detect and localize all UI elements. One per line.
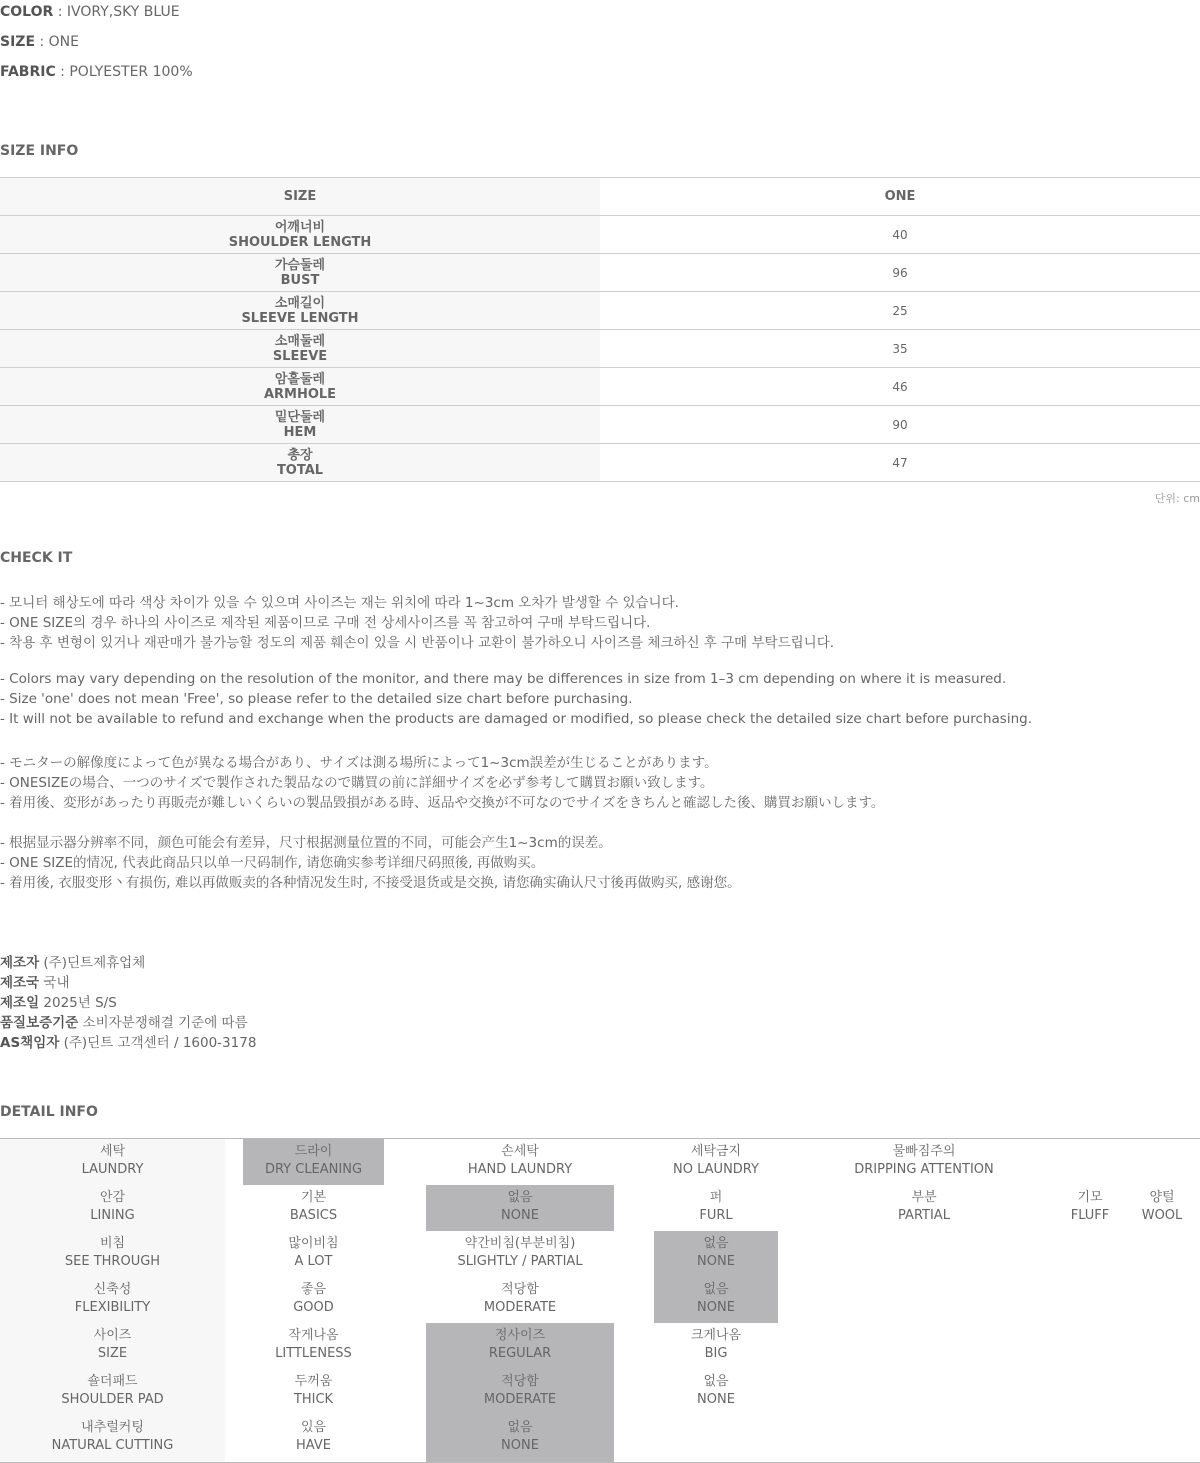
measure-label-en: TOTAL xyxy=(276,462,324,478)
detail-option-ko: 없음 xyxy=(507,1190,533,1205)
detail-option-en: WOOL xyxy=(1141,1208,1183,1223)
detail-option-en: BIG xyxy=(704,1346,728,1361)
measure-label-en: SLEEVE xyxy=(272,348,328,364)
maker-date xyxy=(0,991,117,1011)
detail-option-ko: 없음 xyxy=(507,1420,533,1435)
detail-option-ko: 있음 xyxy=(300,1420,327,1435)
detail-info-title: DETAIL INFO xyxy=(0,1104,98,1120)
detail-option xyxy=(1050,1189,1130,1225)
maker-value: (주)딘트 고객센터 / 1600-3178 xyxy=(59,1035,257,1051)
measure-value: 47 xyxy=(600,444,1200,482)
detail-category-en: FLEXIBILITY xyxy=(74,1300,151,1315)
maker-value: 국내 xyxy=(39,975,70,991)
check-line: - It will not be available to refund and exchange when the products are damaged or modified, so please check the detailed size chart before purchasing. xyxy=(0,711,1032,727)
detail-category xyxy=(0,1235,225,1271)
detail-option-selected xyxy=(654,1231,778,1277)
check-line: - 根据显示器分辨率不同，颜色可能会有差异，尺寸根据测量位置的不同，可能会产生1~3cm的误差。 xyxy=(0,835,612,851)
detail-option-en: MODERATE xyxy=(483,1300,557,1315)
detail-option xyxy=(243,1235,384,1271)
detail-option-en: THICK xyxy=(293,1392,334,1407)
detail-option xyxy=(426,1143,614,1179)
detail-option-en: NONE xyxy=(501,1438,539,1453)
detail-option-en: LITTLENESS xyxy=(275,1346,352,1361)
measure-label xyxy=(0,330,600,368)
detail-option-ko: 약간비침(부분비침) xyxy=(464,1236,576,1251)
spec-fabric-value: : POLYESTER 100% xyxy=(55,64,193,80)
detail-option-en: FURL xyxy=(699,1208,733,1223)
detail-category-ko: 세탁 xyxy=(99,1144,126,1159)
detail-option-ko: 양털 xyxy=(1149,1190,1175,1205)
detail-category-en: LINING xyxy=(90,1208,135,1223)
maker-label: 제조일 xyxy=(0,995,40,1011)
spec-fabric-label: FABRIC xyxy=(0,64,56,80)
detail-option-ko: 좋음 xyxy=(300,1282,327,1297)
detail-option xyxy=(654,1327,778,1363)
detail-option xyxy=(1132,1189,1192,1225)
maker-label: 품질보증기준 xyxy=(0,1015,79,1031)
unit-note: 단위: cm xyxy=(1154,492,1200,505)
measure-label-ko: 암홀둘레 xyxy=(274,371,326,387)
table-row xyxy=(0,254,1200,292)
detail-option-en: NONE xyxy=(501,1208,539,1223)
spec-fabric xyxy=(0,64,193,80)
detail-option-en: HAVE xyxy=(296,1438,331,1453)
check-line: - 착용 후 변형이 있거나 재판매가 불가능할 정도의 제품 훼손이 있을 시 반품이나 교환이 불가하오니 사이즈를 체크하신 후 구매 부탁드립니다. xyxy=(0,635,835,651)
measure-label-en: HEM xyxy=(283,424,317,440)
measure-label xyxy=(0,444,600,482)
detail-option-ko: 물빠짐주의 xyxy=(892,1144,956,1159)
spec-color-value: : IVORY,SKY BLUE xyxy=(53,4,180,20)
measure-label-en: SHOULDER LENGTH xyxy=(228,234,372,250)
maker-label: 제조자 xyxy=(0,955,40,971)
maker-warranty xyxy=(0,1011,248,1031)
detail-option xyxy=(243,1373,384,1409)
detail-option xyxy=(844,1143,1004,1179)
check-line: - ONE SIZE의 경우 하나의 사이즈로 제작된 제품이므로 구매 전 상세사이즈를 꼭 참고하여 구매 부탁드립니다. xyxy=(0,615,651,631)
detail-category-ko: 내추럴커팅 xyxy=(81,1420,144,1435)
detail-option-en: NONE xyxy=(697,1254,735,1269)
measure-label-ko: 총장 xyxy=(287,447,313,463)
detail-category-en: SIZE xyxy=(97,1346,128,1361)
measure-value: 25 xyxy=(600,292,1200,330)
spec-color xyxy=(0,4,180,20)
detail-category-ko: 숄더패드 xyxy=(87,1374,138,1389)
size-header-label: SIZE xyxy=(0,178,600,216)
detail-option xyxy=(426,1281,614,1317)
detail-option xyxy=(243,1419,384,1455)
detail-option-ko: 적당함 xyxy=(501,1282,539,1297)
detail-option-en: HAND LAUNDRY xyxy=(467,1162,573,1177)
measure-label-en: ARMHOLE xyxy=(263,386,337,402)
check-line: - 着用後, 衣服变形丶有损伤, 难以再做贩卖的各种情况发生时, 不接受退货或是交换, 请您确实确认尺寸後再做购买, 感谢您。 xyxy=(0,875,741,891)
table-row xyxy=(0,368,1200,406)
check-line: - 着用後、変形があったり再販売が難しいくらいの製品毀損がある時、返品や交換が不可なのでサイズをきちんと確認した後、購買お願いします。 xyxy=(0,795,885,811)
detail-option-ko: 정사이즈 xyxy=(494,1328,546,1343)
detail-category-ko: 안감 xyxy=(99,1190,126,1205)
spec-size-value: : ONE xyxy=(35,34,79,50)
detail-option-ko: 기모 xyxy=(1077,1190,1103,1205)
detail-option-en: NONE xyxy=(697,1300,735,1315)
detail-info-grid xyxy=(0,1138,1200,1463)
detail-option-selected xyxy=(426,1415,614,1462)
detail-option-ko: 두꺼움 xyxy=(294,1374,333,1389)
detail-option-en: MODERATE xyxy=(483,1392,557,1407)
detail-category xyxy=(0,1189,225,1225)
detail-option-selected xyxy=(243,1139,384,1185)
detail-option xyxy=(243,1189,384,1225)
measure-label-ko: 어깨너비 xyxy=(274,219,326,235)
measure-label xyxy=(0,406,600,444)
detail-option-en: DRIPPING ATTENTION xyxy=(854,1162,994,1177)
measure-label-ko: 소매길이 xyxy=(274,295,326,311)
maker-as-contact xyxy=(0,1031,256,1051)
measure-label xyxy=(0,292,600,330)
detail-option-ko: 부분 xyxy=(911,1190,937,1205)
size-table-header xyxy=(0,178,1200,216)
detail-option-ko: 작게나옴 xyxy=(288,1328,339,1343)
detail-option-ko: 퍼 xyxy=(709,1190,723,1205)
spec-size-label: SIZE xyxy=(0,34,36,50)
detail-category xyxy=(0,1143,225,1179)
detail-option xyxy=(243,1281,384,1317)
table-row xyxy=(0,330,1200,368)
detail-category xyxy=(0,1281,225,1317)
table-row xyxy=(0,444,1200,482)
detail-option xyxy=(844,1189,1004,1225)
measure-label xyxy=(0,254,600,292)
detail-category xyxy=(0,1419,225,1455)
detail-option-selected xyxy=(426,1369,614,1415)
detail-option-ko: 기본 xyxy=(300,1190,327,1205)
detail-category-ko: 신축성 xyxy=(93,1282,132,1297)
maker-label: 제조국 xyxy=(0,975,40,991)
check-line: - Colors may vary depending on the resolution of the monitor, and there may be differences in size from 1–3 cm depending on where it is measured. xyxy=(0,671,1007,687)
detail-option-en: GOOD xyxy=(293,1300,334,1315)
detail-option-en: REGULAR xyxy=(488,1346,552,1361)
detail-option xyxy=(426,1235,614,1271)
detail-option-en: A LOT xyxy=(294,1254,333,1269)
detail-category-en: LAUNDRY xyxy=(81,1162,144,1177)
check-line: - Size 'one' does not mean 'Free', so please refer to the detailed size chart before purchasing. xyxy=(0,691,633,707)
measure-label-ko: 가슴둘레 xyxy=(274,257,326,273)
detail-option xyxy=(243,1327,384,1363)
maker-value: (주)딘트제휴업체 xyxy=(39,955,146,971)
detail-option-ko: 없음 xyxy=(703,1236,729,1251)
detail-category-en: SHOULDER PAD xyxy=(61,1392,164,1407)
detail-category-ko: 사이즈 xyxy=(93,1328,132,1343)
detail-option-ko: 크게나옴 xyxy=(690,1328,742,1343)
spec-size xyxy=(0,34,79,50)
check-line: - ONESIZEの場合、一つのサイズで製作された製品なので購買の前に詳細サイズを必ず参考して購買お願い致します。 xyxy=(0,775,714,791)
detail-option xyxy=(654,1189,778,1225)
measure-label-ko: 밑단둘레 xyxy=(274,409,326,425)
maker-value: 소비자분쟁해결 기준에 따름 xyxy=(78,1015,248,1031)
detail-option-en: DRY CLEANING xyxy=(264,1162,363,1177)
measure-value: 40 xyxy=(600,216,1200,254)
maker-manufacturer xyxy=(0,951,145,971)
table-row xyxy=(0,292,1200,330)
measure-value: 96 xyxy=(600,254,1200,292)
size-info-title: SIZE INFO xyxy=(0,143,79,159)
detail-option-selected xyxy=(426,1185,614,1231)
detail-option-ko: 드라이 xyxy=(294,1144,333,1159)
detail-option-en: NO LAUNDRY xyxy=(673,1162,759,1177)
size-header-value: ONE xyxy=(600,178,1200,216)
detail-option-selected xyxy=(654,1277,778,1323)
measure-label xyxy=(0,368,600,406)
detail-option-ko: 없음 xyxy=(703,1282,729,1297)
detail-option-en: NONE xyxy=(697,1392,735,1407)
detail-option-en: BASICS xyxy=(289,1208,338,1223)
check-line: - 모니터 해상도에 따라 색상 차이가 있을 수 있으며 사이즈는 재는 위치에 따라 1~3cm 오차가 발생할 수 있습니다. xyxy=(0,595,679,611)
detail-option-ko: 없음 xyxy=(703,1374,729,1389)
check-line: - モニターの解像度によって色が異なる場合があり、サイズは測る場所によって1~3cm誤差が生じることがあります。 xyxy=(0,755,718,771)
detail-option-ko: 적당함 xyxy=(501,1374,539,1389)
detail-category-en: NATURAL CUTTING xyxy=(51,1438,174,1453)
measure-value: 90 xyxy=(600,406,1200,444)
detail-option-en: FLUFF xyxy=(1070,1208,1110,1223)
table-row xyxy=(0,406,1200,444)
detail-option-en: PARTIAL xyxy=(898,1208,950,1223)
measure-label xyxy=(0,216,600,254)
detail-category xyxy=(0,1327,225,1363)
maker-country xyxy=(0,971,70,991)
detail-option-ko: 많이비침 xyxy=(288,1236,339,1251)
check-it-title: CHECK IT xyxy=(0,550,73,566)
detail-category-ko: 비침 xyxy=(99,1236,126,1251)
table-row xyxy=(0,216,1200,254)
detail-option xyxy=(654,1373,778,1409)
measure-value: 46 xyxy=(600,368,1200,406)
maker-label: AS책임자 xyxy=(0,1035,60,1051)
measure-label-en: BUST xyxy=(280,272,320,288)
size-table xyxy=(0,177,1200,482)
check-line: - ONE SIZE的情况, 代表此商品只以单一尺码制作, 请您确实参考详细尺码照後, 再做购买。 xyxy=(0,855,545,871)
detail-option xyxy=(654,1143,778,1179)
detail-option-en: SLIGHTLY / PARTIAL xyxy=(457,1254,583,1269)
detail-option-selected xyxy=(426,1323,614,1369)
detail-category-en: SEE THROUGH xyxy=(64,1254,161,1269)
maker-value: 2025년 S/S xyxy=(39,995,117,1011)
detail-option-ko: 손세탁 xyxy=(501,1144,539,1159)
detail-category xyxy=(0,1373,225,1409)
measure-label-en: SLEEVE LENGTH xyxy=(241,310,359,326)
spec-color-label: COLOR xyxy=(0,4,54,20)
measure-value: 35 xyxy=(600,330,1200,368)
measure-label-ko: 소매둘레 xyxy=(274,333,326,349)
detail-option-ko: 세탁금지 xyxy=(690,1144,742,1159)
